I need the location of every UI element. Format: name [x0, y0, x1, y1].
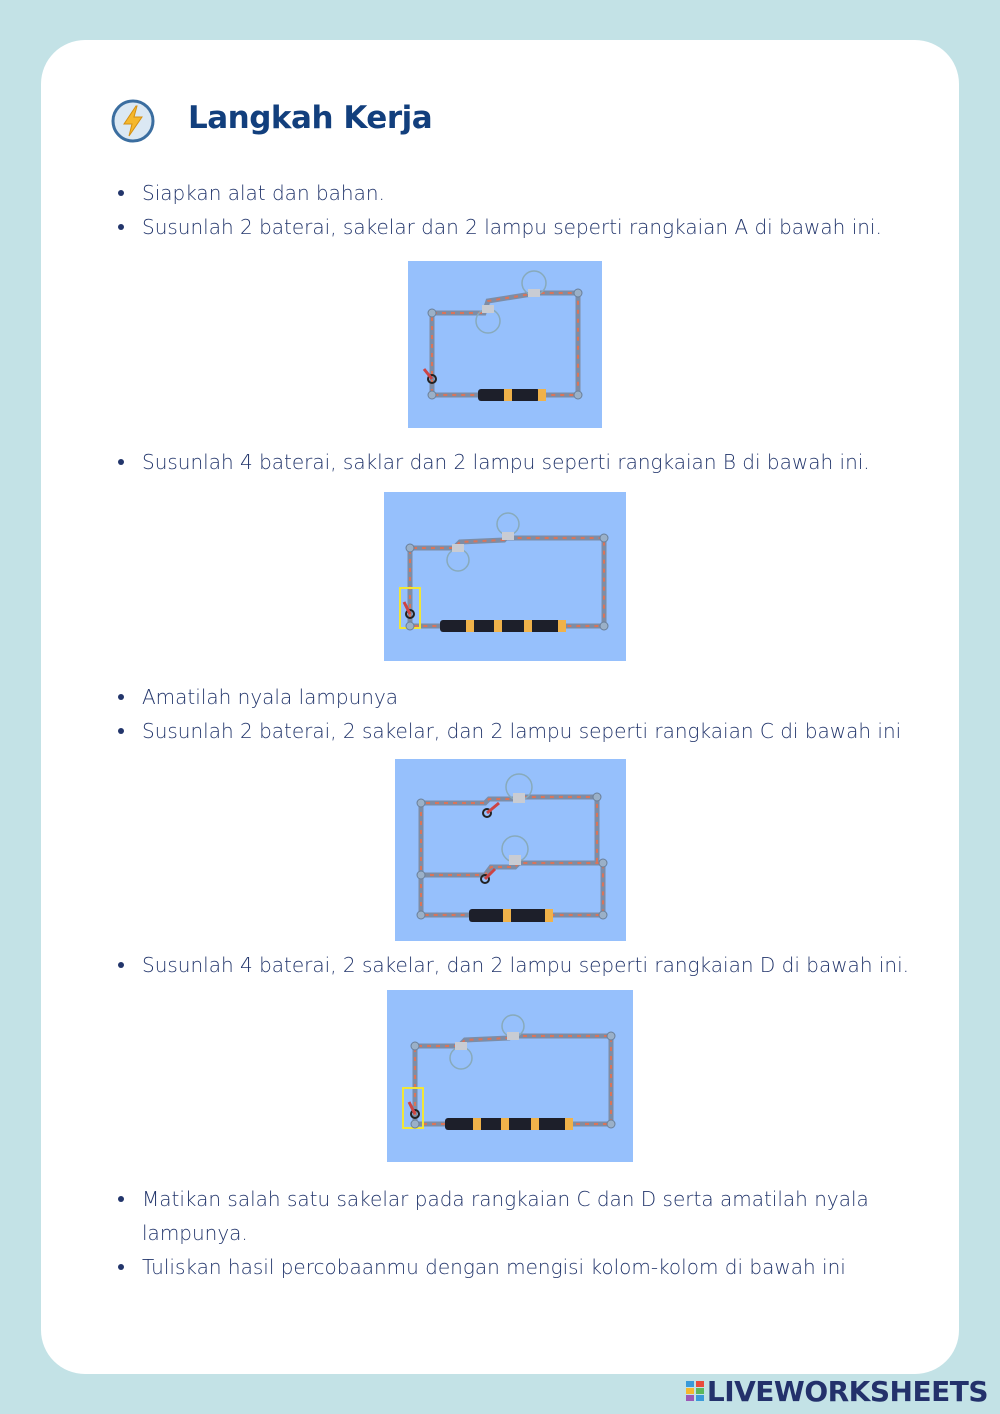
step-2: Susunlah 2 baterai, sakelar dan 2 lampu seperti rangkaian A di bawah ini.: [142, 210, 909, 244]
lightning-bolt-icon: [110, 98, 156, 144]
step-4: Amatilah nyala lampunya: [142, 680, 909, 714]
battery-icon: [478, 389, 546, 401]
logo-text: LIVEWORKSHEETS: [706, 1374, 988, 1408]
step-1: Siapkan alat dan bahan.: [142, 176, 909, 210]
circuit-b-image: [384, 492, 626, 661]
step-8: Tuliskan hasil percobaanmu dengan mengisi kolom-kolom di bawah ini: [142, 1250, 909, 1284]
step-7: Matikan salah satu sakelar pada rangkaian C dan D serta amatilah nyala lampunya.: [142, 1182, 909, 1250]
lamp-icon: [450, 1015, 524, 1069]
step-3: Susunlah 4 baterai, saklar dan 2 lampu seperti rangkaian B di bawah ini.: [142, 445, 909, 479]
lamp-icon: [502, 774, 532, 865]
circuit-c-image: [395, 759, 626, 941]
liveworksheets-logo-icon: [685, 1379, 705, 1403]
circuit-a-image: [408, 261, 602, 428]
liveworksheets-logo[interactable]: [685, 1376, 988, 1406]
step-6: Susunlah 4 baterai, 2 sakelar, dan 2 lampu seperti rangkaian D di bawah ini.: [142, 948, 909, 982]
battery-icon: [445, 1118, 573, 1130]
battery-icon: [469, 909, 553, 922]
step-5: Susunlah 2 baterai, 2 sakelar, dan 2 lampu seperti rangkaian C di bawah ini: [142, 714, 909, 748]
page-title: Langkah Kerja: [188, 100, 433, 136]
battery-icon: [440, 620, 566, 632]
circuit-d-image: [387, 990, 633, 1162]
